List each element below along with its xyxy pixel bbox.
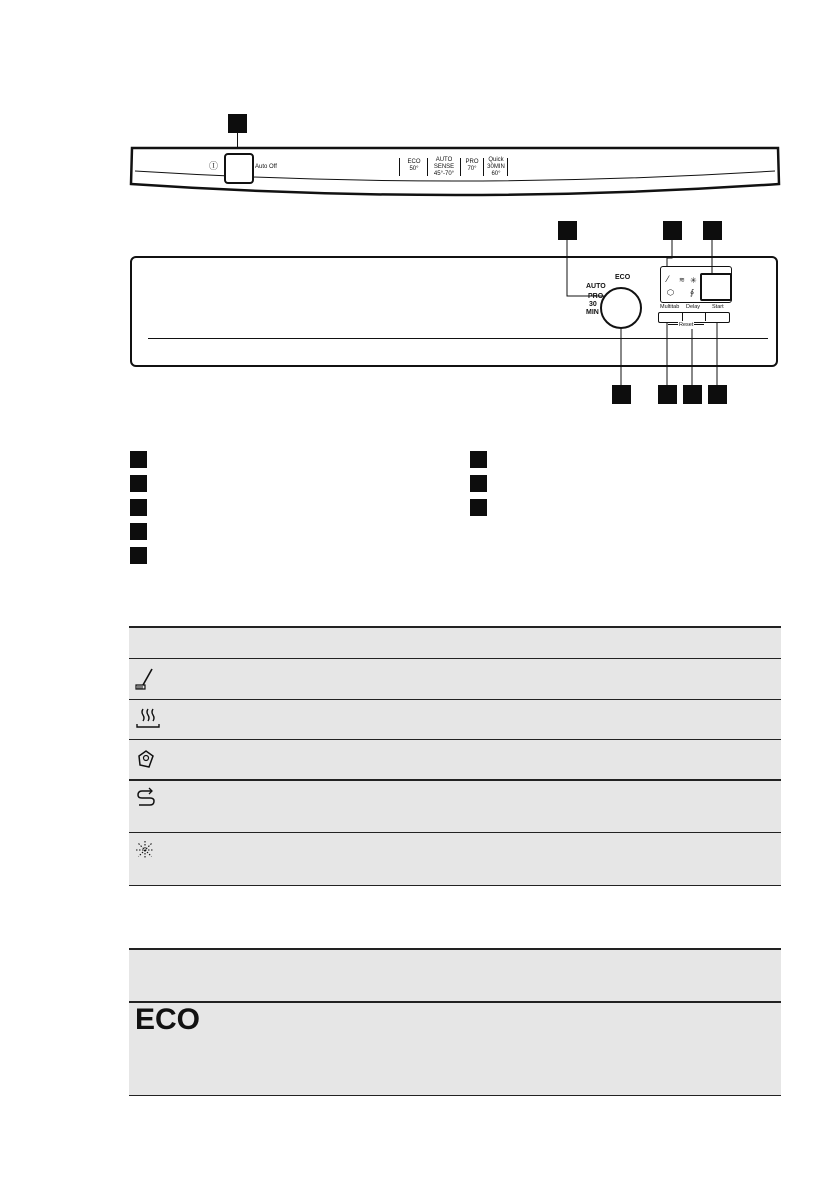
leader-lines	[0, 0, 840, 420]
display-window	[700, 273, 732, 301]
knob-label-eco: ECO	[615, 274, 631, 281]
multitab-button-label: Multitab	[660, 304, 680, 310]
table-row	[129, 833, 781, 885]
legend-marker	[470, 451, 487, 468]
callout-marker	[658, 385, 677, 404]
programme-line: Quick	[488, 157, 504, 163]
reset-label: Reset	[679, 322, 694, 328]
legend-marker	[130, 523, 147, 540]
table-rule	[129, 885, 781, 886]
rinse-aid-icon	[135, 840, 155, 860]
table-row	[129, 1003, 781, 1095]
programme-line: 60°	[491, 171, 501, 177]
multitab-icon	[135, 787, 157, 809]
salt-indicator-icon: ⬡	[667, 288, 674, 297]
programme-line: 30MIN	[487, 164, 505, 170]
legend-marker	[130, 475, 147, 492]
tablet-icon	[135, 748, 157, 770]
programme-knob[interactable]	[600, 287, 642, 329]
table-row	[129, 740, 781, 779]
callout-marker	[612, 385, 631, 404]
delay-button[interactable]	[682, 313, 706, 321]
table-header-row	[129, 627, 781, 658]
brush-indicator-icon: ⁄	[667, 274, 669, 284]
programme-line: 50°	[409, 166, 419, 172]
power-symbol-icon: Ⓘ	[209, 161, 219, 171]
rinse-aid-indicator-icon: ✳	[690, 276, 697, 285]
table-row	[129, 659, 781, 699]
programme-line: ECO	[407, 159, 421, 165]
multitab-indicator-icon: ∮	[690, 288, 695, 297]
table-header-row	[129, 950, 781, 1001]
knob-label-min: MIN	[586, 309, 599, 316]
knob-label-pro: PRO	[588, 293, 604, 300]
callout-marker	[683, 385, 702, 404]
programme-line: SENSE	[433, 164, 455, 170]
programme-line: AUTO	[435, 157, 453, 163]
brush-icon	[135, 667, 157, 691]
heat-indicator-icon: ≋	[679, 277, 685, 284]
programme-line: 70°	[467, 166, 477, 172]
table-rule	[129, 626, 781, 628]
table-rule	[129, 1095, 781, 1096]
auto-off-label: Auto Off	[255, 164, 277, 170]
multitab-button[interactable]	[659, 313, 681, 321]
knob-label-30: 30	[589, 301, 597, 308]
legend-marker	[470, 499, 487, 516]
table-row	[129, 781, 781, 832]
legend-marker	[470, 475, 487, 492]
eco-programme-label: ECO	[135, 1003, 201, 1036]
legend-marker	[130, 451, 147, 468]
table-row	[129, 700, 781, 739]
knob-label-auto: AUTO	[586, 283, 606, 290]
programme-line: 45°-70°	[433, 171, 455, 177]
legend-marker	[130, 547, 147, 564]
delay-button-label: Delay	[686, 304, 701, 310]
start-button-label: Start	[712, 304, 724, 310]
programme-line: PRO	[465, 159, 479, 165]
callout-marker	[708, 385, 727, 404]
legend-marker	[130, 499, 147, 516]
heat-icon	[135, 707, 161, 731]
start-button[interactable]	[705, 313, 727, 321]
